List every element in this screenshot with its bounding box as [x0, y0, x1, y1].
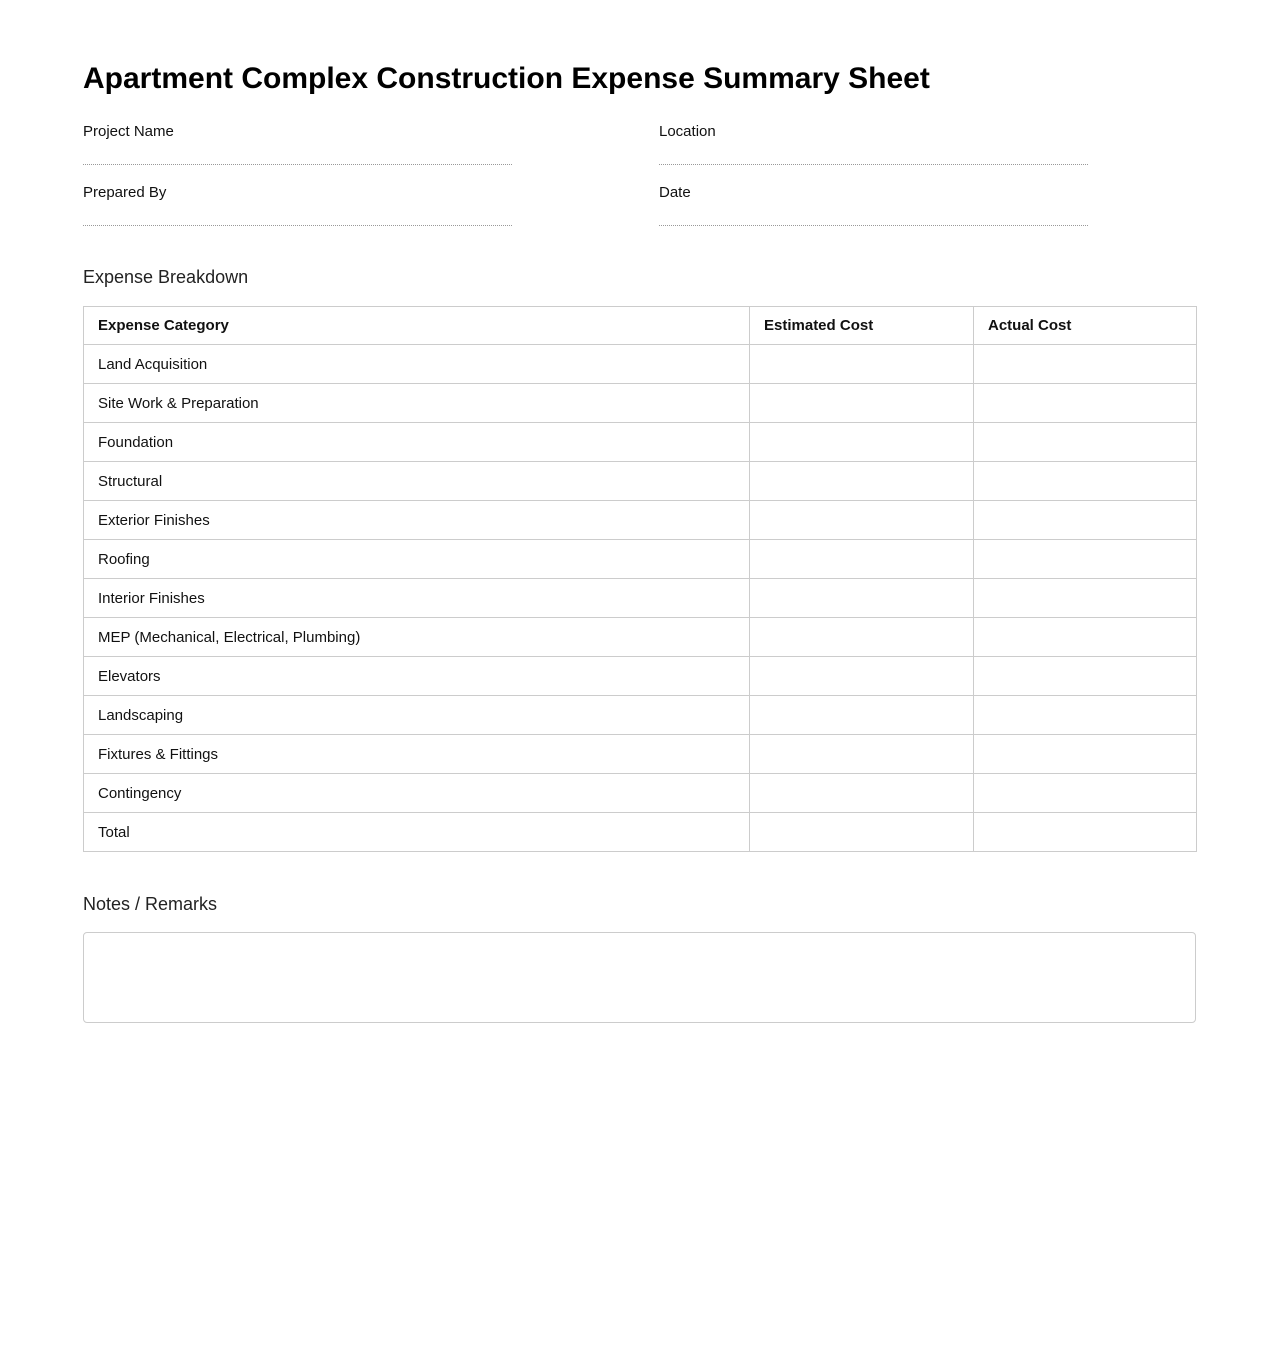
table-row-total	[84, 813, 1197, 852]
expense-category-cell: Structural	[84, 462, 750, 501]
estimated-cost-cell	[750, 696, 974, 735]
table-row	[84, 774, 1197, 813]
estimated-cost-cell	[750, 501, 974, 540]
estimated-cost-cell	[750, 735, 974, 774]
actual-cost-cell	[974, 657, 1197, 696]
project-name-input[interactable]	[83, 140, 512, 165]
expense-category-cell: Contingency	[84, 774, 750, 813]
actual-cost-cell	[974, 696, 1197, 735]
expense-category-cell: Roofing	[84, 540, 750, 579]
project-name-label: Project Name	[83, 123, 174, 140]
estimated-cost-cell	[750, 462, 974, 501]
prepared-by-label: Prepared By	[83, 184, 167, 201]
total-actual-cost-cell	[974, 813, 1197, 852]
expense-category-cell: Site Work & Preparation	[84, 384, 750, 423]
expense-category-cell: Fixtures & Fittings	[84, 735, 750, 774]
date-label: Date	[659, 184, 691, 201]
expense-category-cell: Interior Finishes	[84, 579, 750, 618]
expense-category-cell: Exterior Finishes	[84, 501, 750, 540]
date-input[interactable]	[659, 201, 1088, 226]
expense-summary-sheet	[0, 63, 1278, 1023]
actual-cost-cell	[974, 735, 1197, 774]
estimated-cost-cell	[750, 774, 974, 813]
estimated-cost-cell	[750, 618, 974, 657]
table-row	[84, 423, 1197, 462]
table-row	[84, 540, 1197, 579]
field-date	[659, 184, 1088, 226]
field-project-name	[83, 123, 512, 165]
location-label: Location	[659, 123, 716, 140]
total-label-cell: Total	[84, 813, 750, 852]
actual-cost-cell	[974, 579, 1197, 618]
actual-cost-cell	[974, 462, 1197, 501]
notes-heading: Notes / Remarks	[83, 894, 218, 914]
table-row	[84, 462, 1197, 501]
column-header-expense-category: Expense Category	[84, 307, 750, 345]
field-location	[659, 123, 1088, 165]
notes-input[interactable]	[83, 932, 1196, 1023]
estimated-cost-cell	[750, 540, 974, 579]
expense-category-cell: MEP (Mechanical, Electrical, Plumbing)	[84, 618, 750, 657]
header-fields	[83, 123, 1196, 226]
estimated-cost-cell	[750, 345, 974, 384]
expense-breakdown-heading: Expense Breakdown	[83, 267, 249, 287]
location-input[interactable]	[659, 140, 1088, 165]
field-prepared-by	[83, 184, 512, 226]
table-row	[84, 501, 1197, 540]
table-row	[84, 384, 1197, 423]
actual-cost-cell	[974, 384, 1197, 423]
estimated-cost-cell	[750, 384, 974, 423]
table-row	[84, 579, 1197, 618]
actual-cost-cell	[974, 540, 1197, 579]
actual-cost-cell	[974, 774, 1197, 813]
total-estimated-cost-cell	[750, 813, 974, 852]
estimated-cost-cell	[750, 657, 974, 696]
table-row	[84, 657, 1197, 696]
expense-category-cell: Foundation	[84, 423, 750, 462]
table-row	[84, 345, 1197, 384]
column-header-estimated-cost: Estimated Cost	[750, 307, 974, 345]
column-header-actual-cost: Actual Cost	[974, 307, 1197, 345]
actual-cost-cell	[974, 501, 1197, 540]
actual-cost-cell	[974, 618, 1197, 657]
estimated-cost-cell	[750, 423, 974, 462]
expense-table	[83, 306, 1197, 852]
page-title: Apartment Complex Construction Expense Summary Sheet	[83, 62, 930, 95]
prepared-by-input[interactable]	[83, 201, 512, 226]
expense-category-cell: Elevators	[84, 657, 750, 696]
table-row	[84, 735, 1197, 774]
actual-cost-cell	[974, 423, 1197, 462]
table-row	[84, 696, 1197, 735]
estimated-cost-cell	[750, 579, 974, 618]
expense-category-cell: Land Acquisition	[84, 345, 750, 384]
actual-cost-cell	[974, 345, 1197, 384]
table-header-row	[84, 307, 1197, 345]
expense-category-cell: Landscaping	[84, 696, 750, 735]
table-row	[84, 618, 1197, 657]
